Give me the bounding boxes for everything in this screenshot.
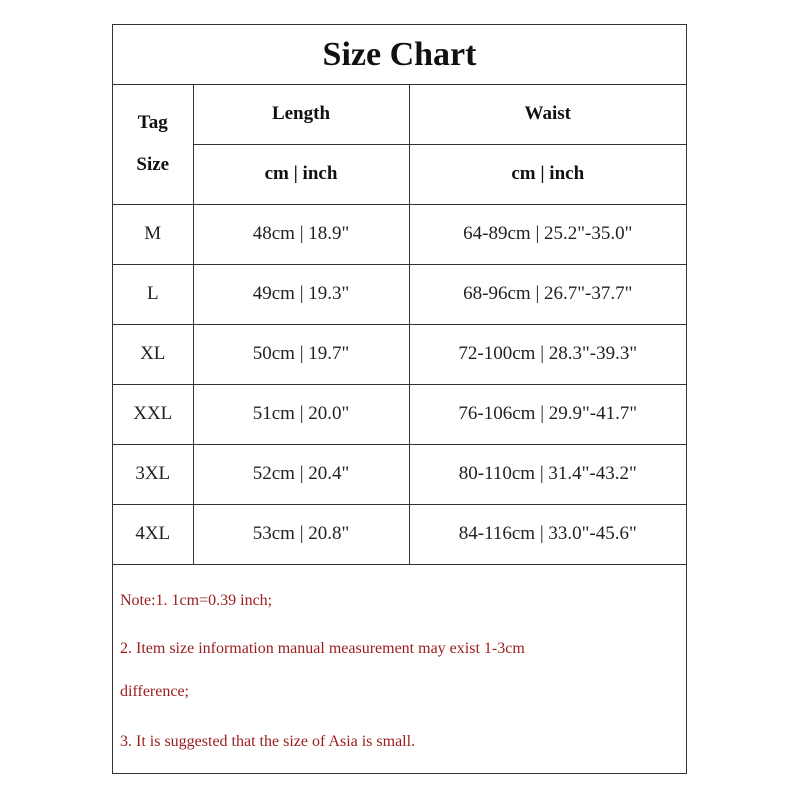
length-cell: 51cm | 20.0" — [193, 384, 409, 444]
note-2: 2. Item size information manual measurement may exist 1-3cm — [120, 640, 525, 657]
units-row — [113, 144, 686, 204]
size-cell: XXL — [113, 384, 193, 444]
table-row — [113, 444, 686, 504]
size-cell: L — [113, 264, 193, 324]
tag-size-line1: Tag — [137, 111, 168, 133]
length-cell: 53cm | 20.8" — [193, 504, 409, 564]
waist-units-header: cm | inch — [409, 144, 686, 204]
tag-size-line2: Size — [136, 153, 170, 175]
waist-cell: 72-100cm | 28.3"-39.3" — [409, 324, 686, 384]
waist-cell: 68-96cm | 26.7"-37.7" — [409, 264, 686, 324]
length-cell: 48cm | 18.9" — [193, 204, 409, 264]
size-cell: M — [113, 204, 193, 264]
size-cell: 3XL — [113, 444, 193, 504]
waist-cell: 76-106cm | 29.9"-41.7" — [409, 384, 686, 444]
note-2-continued: difference; — [120, 683, 189, 700]
waist-cell: 64-89cm | 25.2"-35.0" — [409, 204, 686, 264]
note-3: 3. It is suggested that the size of Asia is small. — [120, 733, 416, 750]
header-row — [113, 84, 686, 144]
table-row — [113, 504, 686, 564]
length-cell: 50cm | 19.7" — [193, 324, 409, 384]
size-cell: XL — [113, 324, 193, 384]
waist-header: Waist — [409, 84, 686, 144]
length-cell: 49cm | 19.3" — [193, 264, 409, 324]
size-cell: 4XL — [113, 504, 193, 564]
length-header: Length — [193, 84, 409, 144]
table-row — [113, 264, 686, 324]
table-row — [113, 204, 686, 264]
size-chart-frame — [112, 24, 687, 774]
table-row — [113, 324, 686, 384]
length-cell: 52cm | 20.4" — [193, 444, 409, 504]
size-table — [113, 84, 686, 565]
waist-cell: 84-116cm | 33.0"-45.6" — [409, 504, 686, 564]
page-title: Size Chart — [113, 25, 686, 85]
note-1: Note:1. 1cm=0.39 inch; — [120, 592, 273, 609]
tag-size-header — [113, 84, 193, 204]
length-units-header: cm | inch — [193, 144, 409, 204]
waist-cell: 80-110cm | 31.4"-43.2" — [409, 444, 686, 504]
table-row — [113, 384, 686, 444]
